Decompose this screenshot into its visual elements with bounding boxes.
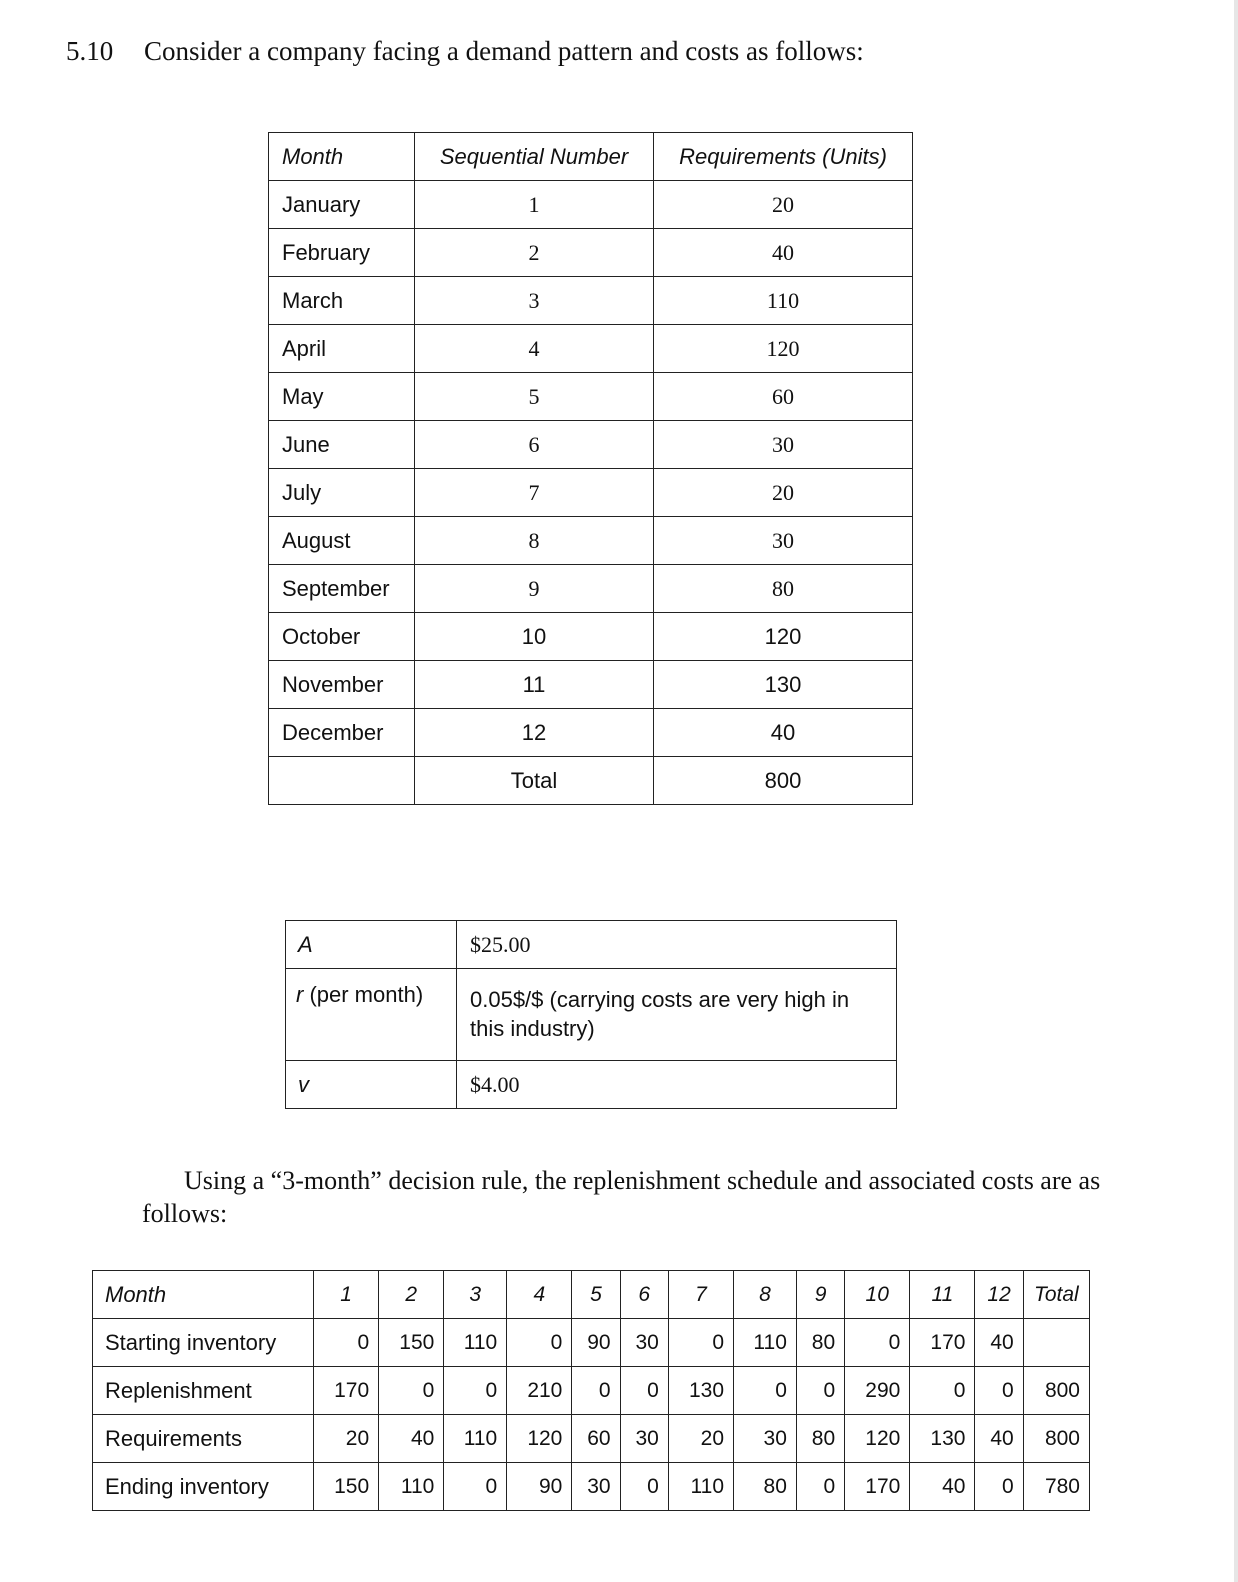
- table-row: [269, 661, 913, 709]
- seq-cell: 3: [415, 277, 654, 325]
- seq-cell: 12: [415, 709, 654, 757]
- month-cell: December: [269, 709, 415, 757]
- cell: 150: [314, 1463, 379, 1511]
- problem-heading: [66, 36, 864, 67]
- month-cell: March: [269, 277, 415, 325]
- cell: 30: [734, 1415, 797, 1463]
- cell: 0: [796, 1367, 844, 1415]
- cost-row-a: [286, 921, 897, 969]
- table-row: [269, 565, 913, 613]
- v-value: $4.00: [457, 1061, 897, 1109]
- table-row: [269, 709, 913, 757]
- month-cell: July: [269, 469, 415, 517]
- cost-table: [285, 920, 897, 1109]
- month-cell: April: [269, 325, 415, 373]
- cell: 150: [379, 1319, 444, 1367]
- req-cell: 120: [654, 613, 913, 661]
- month-cell: November: [269, 661, 415, 709]
- cell: 110: [444, 1415, 507, 1463]
- cell: 0: [910, 1367, 975, 1415]
- req-cell: 40: [654, 229, 913, 277]
- col-header: 10: [845, 1271, 910, 1319]
- month-cell: October: [269, 613, 415, 661]
- cell: 120: [845, 1415, 910, 1463]
- month-cell: August: [269, 517, 415, 565]
- req-cell: 80: [654, 565, 913, 613]
- req-cell: 20: [654, 469, 913, 517]
- cell: 130: [668, 1367, 733, 1415]
- problem-number: 5.10: [66, 36, 114, 66]
- cell: 60: [572, 1415, 620, 1463]
- a-value: $25.00: [457, 921, 897, 969]
- table-row: [269, 421, 913, 469]
- cell: 30: [572, 1463, 620, 1511]
- table-row: [269, 373, 913, 421]
- table-row: [93, 1319, 1090, 1367]
- r-value: 0.05$/$ (carrying costs are very high in this industry): [457, 969, 897, 1061]
- header-requirements: Requirements (Units): [654, 133, 913, 181]
- cell: 290: [845, 1367, 910, 1415]
- table-row: [93, 1367, 1090, 1415]
- month-cell: February: [269, 229, 415, 277]
- cell: 170: [314, 1367, 379, 1415]
- cell: 110: [668, 1463, 733, 1511]
- r-label: [286, 969, 457, 1061]
- cell-total: 780: [1023, 1463, 1089, 1511]
- table-row: [269, 325, 913, 373]
- cell: 110: [444, 1319, 507, 1367]
- cell: 80: [796, 1415, 844, 1463]
- problem-statement: Consider a company facing a demand pattern and costs as follows:: [144, 36, 864, 66]
- req-cell: 30: [654, 517, 913, 565]
- cell: 130: [910, 1415, 975, 1463]
- cell: 170: [910, 1319, 975, 1367]
- cell: 40: [379, 1415, 444, 1463]
- cell: 90: [507, 1463, 572, 1511]
- table-row: [269, 277, 913, 325]
- cell: 0: [734, 1367, 797, 1415]
- schedule-table: [92, 1270, 1090, 1511]
- empty-cell: [269, 757, 415, 805]
- col-header: 6: [620, 1271, 668, 1319]
- r-suffix: (per month): [303, 982, 424, 1007]
- a-label: A: [286, 921, 457, 969]
- cell: 0: [444, 1463, 507, 1511]
- cell: 120: [507, 1415, 572, 1463]
- cell: 210: [507, 1367, 572, 1415]
- seq-cell: 11: [415, 661, 654, 709]
- schedule-header-row: [93, 1271, 1090, 1319]
- seq-cell: 1: [415, 181, 654, 229]
- cell: 0: [620, 1463, 668, 1511]
- table-row: [93, 1415, 1090, 1463]
- req-cell: 20: [654, 181, 913, 229]
- cell: 40: [975, 1415, 1023, 1463]
- cell: 0: [975, 1367, 1023, 1415]
- cell: 0: [620, 1367, 668, 1415]
- req-cell: 110: [654, 277, 913, 325]
- cell: 0: [507, 1319, 572, 1367]
- header-sequential-number: Sequential Number: [415, 133, 654, 181]
- cell: 40: [975, 1319, 1023, 1367]
- cell: 90: [572, 1319, 620, 1367]
- cell: 110: [734, 1319, 797, 1367]
- seq-cell: 10: [415, 613, 654, 661]
- table-row: [269, 517, 913, 565]
- month-cell: June: [269, 421, 415, 469]
- seq-cell: 2: [415, 229, 654, 277]
- col-header: 7: [668, 1271, 733, 1319]
- total-label: Total: [415, 757, 654, 805]
- cell: 0: [444, 1367, 507, 1415]
- r-symbol: r: [296, 982, 304, 1007]
- cell: 0: [379, 1367, 444, 1415]
- col-header: 1: [314, 1271, 379, 1319]
- cell: 0: [845, 1319, 910, 1367]
- cell: 0: [314, 1319, 379, 1367]
- req-cell: 130: [654, 661, 913, 709]
- req-cell: 40: [654, 709, 913, 757]
- table-row: [269, 181, 913, 229]
- col-header: 5: [572, 1271, 620, 1319]
- page-edge: [1234, 0, 1238, 1582]
- req-cell: 30: [654, 421, 913, 469]
- cell-total: [1023, 1319, 1089, 1367]
- total-row: [269, 757, 913, 805]
- month-cell: September: [269, 565, 415, 613]
- req-cell: 120: [654, 325, 913, 373]
- table-row: [93, 1463, 1090, 1511]
- cost-row-r: [286, 969, 897, 1061]
- col-header: 11: [910, 1271, 975, 1319]
- cell: 80: [796, 1319, 844, 1367]
- col-header: 4: [507, 1271, 572, 1319]
- decision-rule-paragraph: Using a “3-month” decision rule, the replenishment schedule and associated costs are as follows:: [142, 1166, 1101, 1228]
- seq-cell: 7: [415, 469, 654, 517]
- cost-row-v: [286, 1061, 897, 1109]
- header-month: Month: [93, 1271, 314, 1319]
- cell: 80: [734, 1463, 797, 1511]
- demand-header-row: [269, 133, 913, 181]
- cell-total: 800: [1023, 1367, 1089, 1415]
- month-cell: May: [269, 373, 415, 421]
- row-label: Ending inventory: [93, 1463, 314, 1511]
- table-row: [269, 229, 913, 277]
- table-row: [269, 469, 913, 517]
- req-cell: 60: [654, 373, 913, 421]
- cell: 0: [975, 1463, 1023, 1511]
- v-label: v: [286, 1061, 457, 1109]
- header-month: Month: [269, 133, 415, 181]
- cell: 170: [845, 1463, 910, 1511]
- seq-cell: 8: [415, 517, 654, 565]
- demand-table: [268, 132, 913, 805]
- col-header-total: Total: [1023, 1271, 1089, 1319]
- cell: 20: [668, 1415, 733, 1463]
- cell: 0: [796, 1463, 844, 1511]
- seq-cell: 5: [415, 373, 654, 421]
- cell: 30: [620, 1415, 668, 1463]
- col-header: 8: [734, 1271, 797, 1319]
- cell: 0: [668, 1319, 733, 1367]
- cell-total: 800: [1023, 1415, 1089, 1463]
- col-header: 3: [444, 1271, 507, 1319]
- col-header: 2: [379, 1271, 444, 1319]
- row-label: Requirements: [93, 1415, 314, 1463]
- row-label: Replenishment: [93, 1367, 314, 1415]
- cell: 40: [910, 1463, 975, 1511]
- cell: 0: [572, 1367, 620, 1415]
- col-header: 12: [975, 1271, 1023, 1319]
- table-row: [269, 613, 913, 661]
- row-label: Starting inventory: [93, 1319, 314, 1367]
- total-value: 800: [654, 757, 913, 805]
- cell: 30: [620, 1319, 668, 1367]
- cell: 20: [314, 1415, 379, 1463]
- seq-cell: 6: [415, 421, 654, 469]
- month-cell: January: [269, 181, 415, 229]
- cell: 110: [379, 1463, 444, 1511]
- seq-cell: 9: [415, 565, 654, 613]
- seq-cell: 4: [415, 325, 654, 373]
- col-header: 9: [796, 1271, 844, 1319]
